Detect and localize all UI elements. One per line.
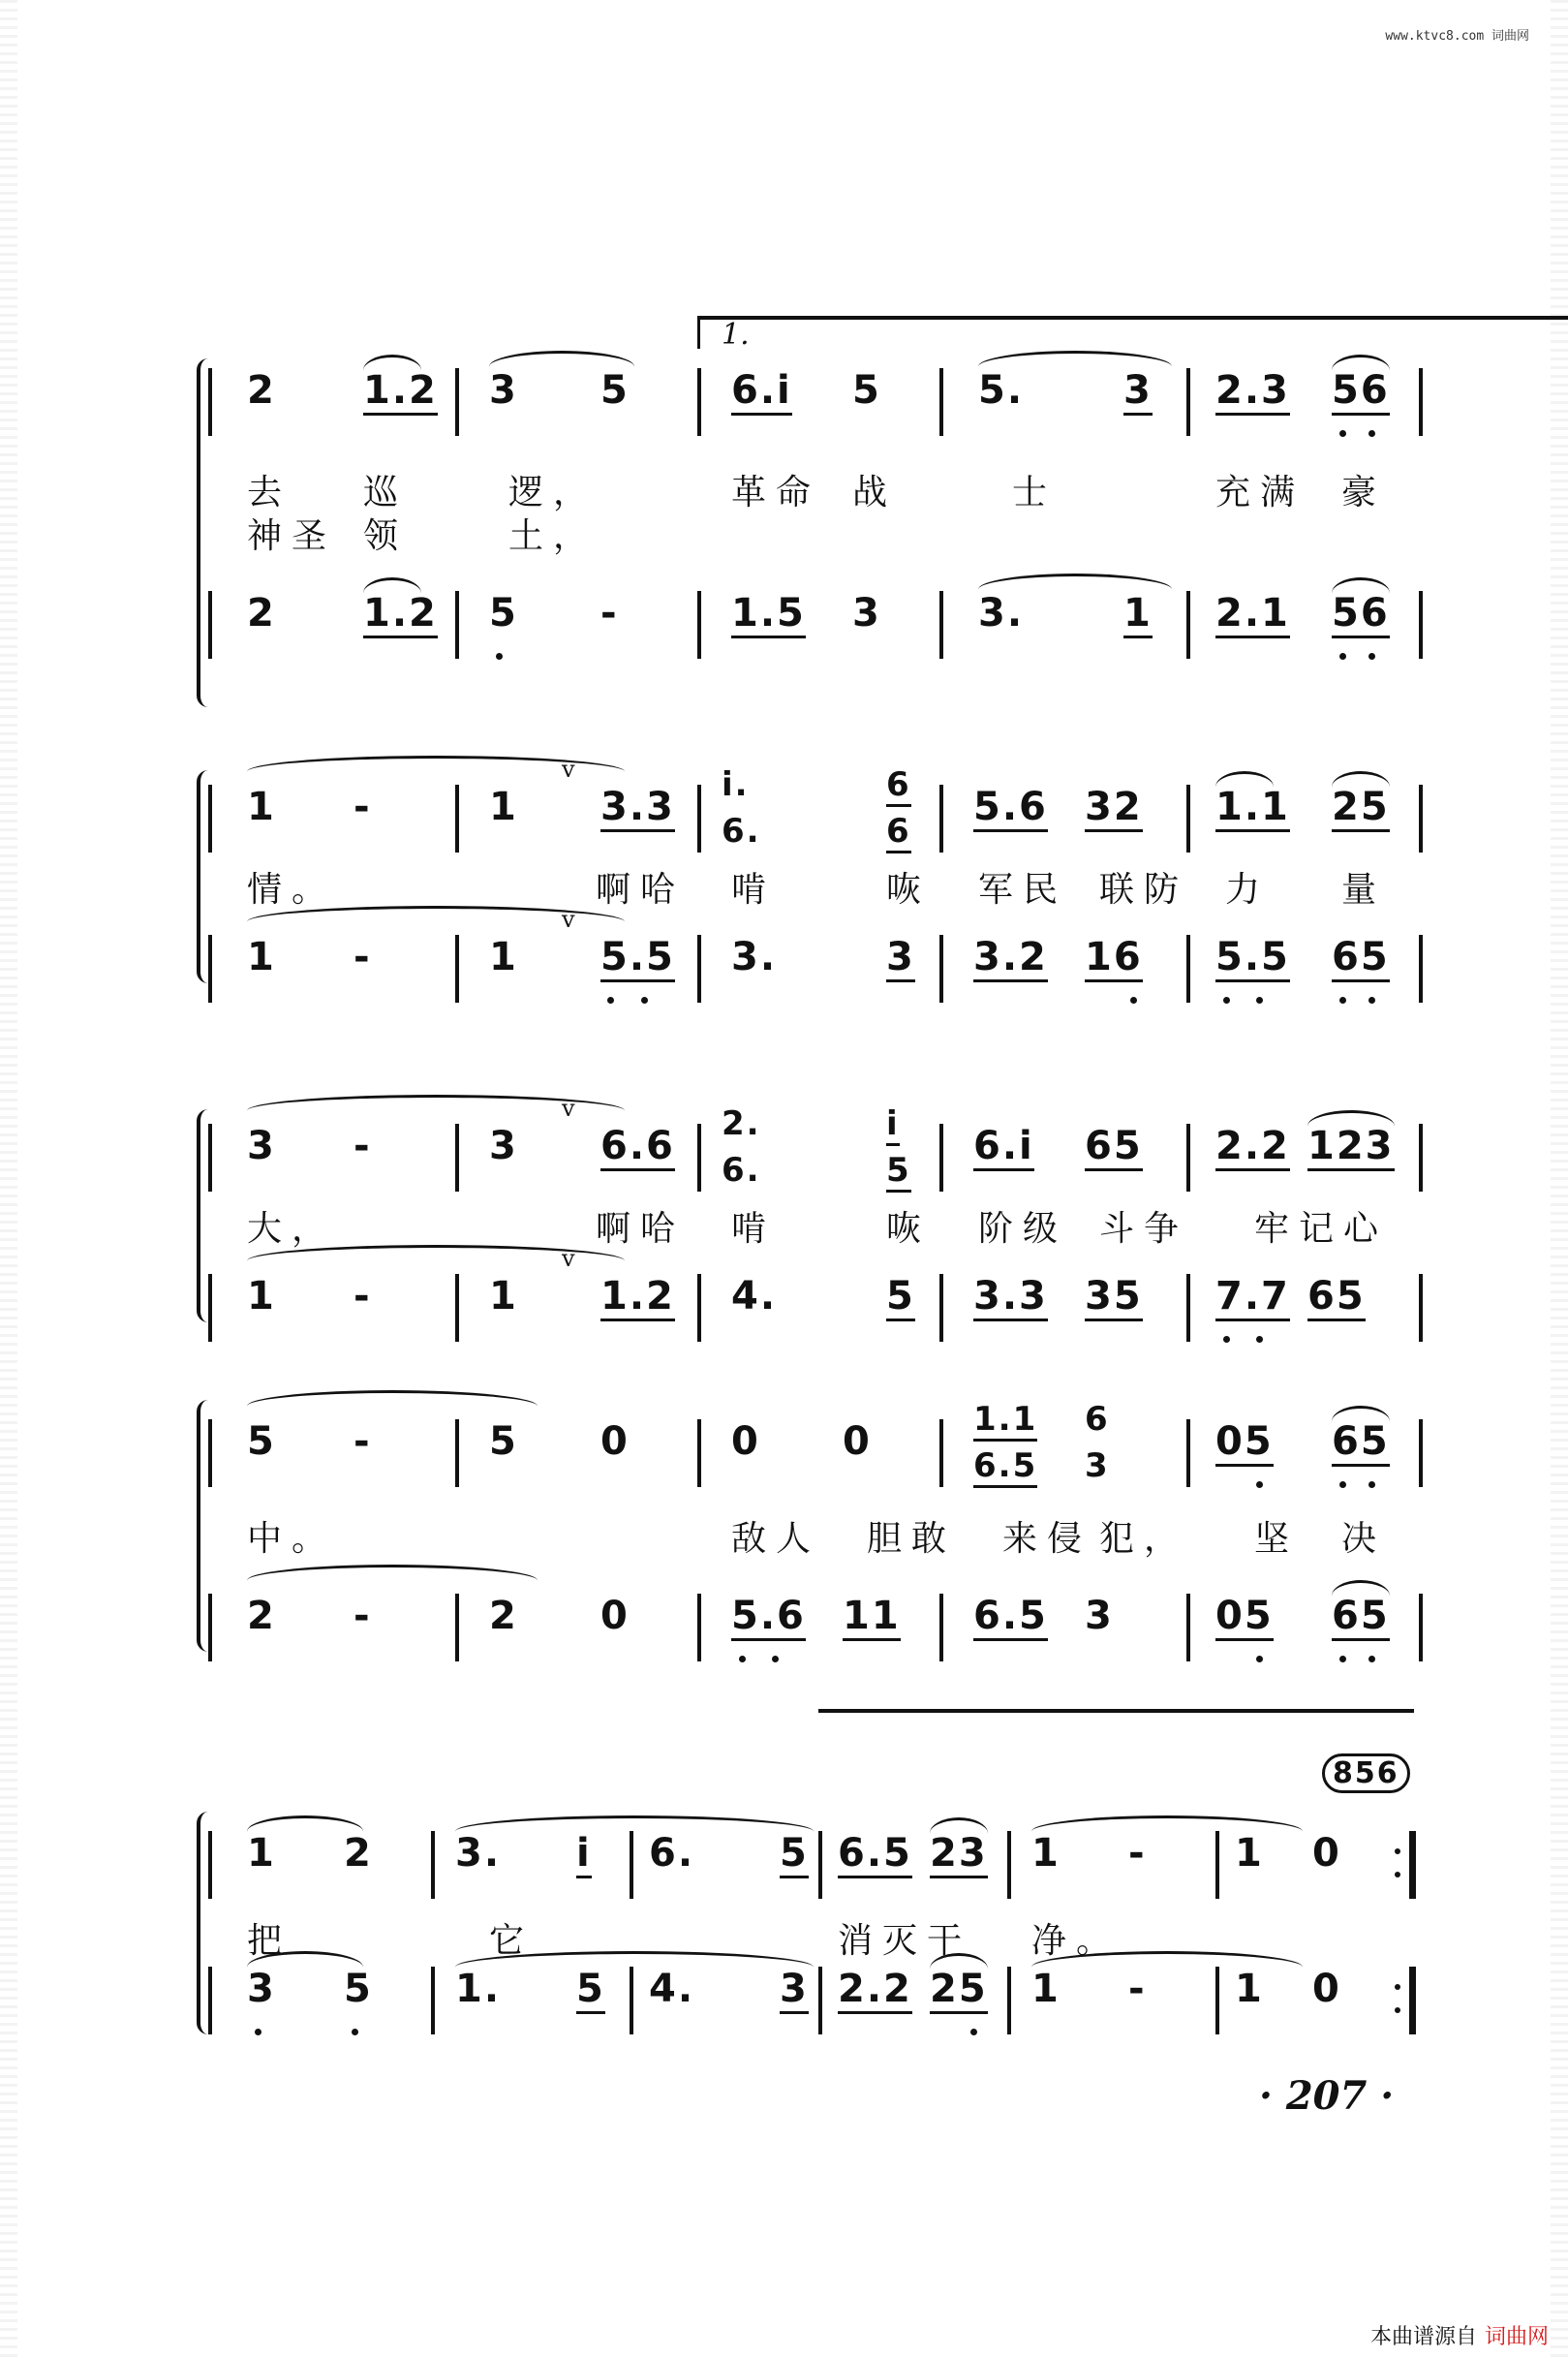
low-octave-dot	[1256, 997, 1263, 1004]
note: 65	[1332, 1594, 1390, 1641]
low-octave-dot	[1339, 430, 1346, 437]
lyric: 领	[363, 516, 409, 556]
note: -	[354, 935, 372, 979]
barline	[1419, 1419, 1423, 1487]
note: -	[354, 785, 372, 829]
barline	[939, 591, 943, 659]
upper-voice	[208, 1095, 1429, 1192]
note: 2.1	[1215, 591, 1290, 638]
note: 5.5	[600, 935, 675, 982]
barline	[455, 1594, 459, 1661]
note: 0	[1312, 1831, 1341, 1876]
low-octave-dot	[739, 1656, 746, 1662]
barline	[455, 1419, 459, 1487]
note: -	[354, 1419, 372, 1464]
lyric: 士	[1012, 473, 1058, 512]
repeat-dot	[1395, 1848, 1400, 1854]
barline	[455, 591, 459, 659]
lower-voice	[208, 1594, 1429, 1661]
upper-voice	[208, 368, 1429, 436]
note: 1	[489, 935, 518, 979]
lyric: 它	[489, 1921, 535, 1961]
note: 1	[1031, 1967, 1061, 2011]
lyric: 敌人	[731, 1519, 821, 1559]
footer-credit	[1370, 2320, 1549, 2350]
barline	[1186, 785, 1190, 853]
note: -	[354, 1594, 372, 1638]
low-octave-dot	[1368, 1656, 1375, 1662]
note: 0	[600, 1419, 630, 1464]
note: 2	[344, 1831, 373, 1876]
note: 0	[1312, 1967, 1341, 2011]
breath-mark: v	[562, 756, 585, 783]
note: 5.	[978, 368, 1025, 413]
barline	[697, 1594, 701, 1661]
low-octave-dot	[641, 997, 648, 1004]
barline	[939, 1594, 943, 1661]
note: 5	[344, 1967, 373, 2011]
lyric: 中。	[247, 1519, 337, 1559]
note: 6.6	[600, 1124, 675, 1171]
lyric: 巡	[363, 473, 409, 512]
note: 1.2	[600, 1274, 675, 1321]
note: 5	[780, 1831, 809, 1878]
lyric: 决	[1341, 1519, 1387, 1559]
low-octave-dot	[1368, 1481, 1375, 1488]
barline	[455, 935, 459, 1003]
note: 3	[780, 1967, 809, 2014]
lyric: 土，	[508, 516, 599, 556]
note: 23	[930, 1831, 988, 1878]
note: 1	[247, 785, 276, 829]
note: 3.	[455, 1831, 502, 1876]
note: 1	[489, 785, 518, 829]
low-octave-dot	[1368, 997, 1375, 1004]
note: 3	[1085, 1594, 1114, 1638]
barline	[1186, 1274, 1190, 1342]
breath-mark: v	[562, 906, 585, 933]
note: 2	[247, 368, 276, 413]
note: 2	[247, 1594, 276, 1638]
note: 3.	[978, 591, 1025, 636]
note: 6.5	[838, 1831, 912, 1878]
note: 3.	[731, 935, 778, 979]
right-margin-pattern	[1551, 0, 1568, 2358]
note: 1.2	[363, 591, 438, 638]
note: i.	[722, 765, 750, 804]
barline	[1186, 935, 1190, 1003]
barline	[1419, 591, 1423, 659]
note: 1.2	[363, 368, 438, 416]
note: 1	[1235, 1831, 1264, 1876]
note: 1	[1031, 1831, 1061, 1876]
page-number: · 207 ·	[1259, 2073, 1395, 2119]
barline	[630, 1831, 633, 1899]
note: 1.5	[731, 591, 806, 638]
lyric: 联防	[1099, 870, 1189, 910]
lyric: 战	[852, 473, 898, 512]
barline	[455, 785, 459, 853]
low-octave-dot	[496, 653, 503, 660]
note: 5	[886, 1274, 915, 1321]
lyric: 胆敢	[867, 1519, 957, 1559]
barline	[208, 785, 212, 853]
slur	[247, 1390, 538, 1422]
low-octave-dot	[607, 997, 614, 1004]
barline	[1419, 785, 1423, 853]
barline	[697, 1274, 701, 1342]
lyric: 把	[247, 1921, 292, 1961]
lower-voice	[208, 906, 1429, 1003]
end-repeat-barline	[1409, 1831, 1416, 1899]
lyric: 量	[1341, 870, 1387, 910]
note: 4.	[649, 1967, 695, 2011]
lyric: 牢记心	[1254, 1209, 1389, 1249]
upper-voice	[208, 1831, 1429, 1899]
low-octave-dot	[1339, 997, 1346, 1004]
lyric: 军民	[978, 870, 1068, 910]
note: 2.2	[1215, 1124, 1290, 1171]
note: 1.	[455, 1967, 502, 2011]
barline	[1186, 1124, 1190, 1192]
note: i	[886, 1104, 900, 1146]
note: 1	[247, 1831, 276, 1876]
barline	[1007, 1967, 1011, 2034]
lower-voice	[208, 1967, 1429, 2034]
note: 56	[1332, 591, 1390, 638]
barline	[1186, 368, 1190, 436]
note: 5	[852, 368, 881, 413]
barline	[208, 1967, 212, 2034]
barline	[1215, 1831, 1219, 1899]
upper-voice	[208, 756, 1429, 853]
note: 6	[886, 765, 911, 807]
note: 2.3	[1215, 368, 1290, 416]
lyric: 充满	[1215, 473, 1306, 512]
note: 6.	[722, 812, 761, 851]
note: -	[1128, 1967, 1147, 2011]
lyric: 阶级	[978, 1209, 1068, 1249]
barline	[1186, 1594, 1190, 1661]
note: 2	[247, 591, 276, 636]
barline	[208, 368, 212, 436]
barline	[208, 1831, 212, 1899]
left-margin-pattern	[0, 0, 17, 2358]
barline	[1419, 368, 1423, 436]
note: 25	[1332, 785, 1390, 832]
barline	[431, 1831, 435, 1899]
footer-credit-text: 本曲谱源自	[1369, 2325, 1477, 2349]
note: 6.i	[731, 368, 792, 416]
low-octave-dot	[1223, 1336, 1230, 1343]
note: 5	[247, 1419, 276, 1464]
lyric: 啊哈	[596, 870, 686, 910]
note: 1	[489, 1274, 518, 1319]
note: 3.3	[973, 1274, 1048, 1321]
barline	[1186, 1419, 1190, 1487]
barline	[455, 1274, 459, 1342]
lyric: 去	[247, 473, 292, 512]
volta-tick	[697, 316, 700, 349]
note: 2.	[722, 1104, 761, 1143]
breath-mark: v	[562, 1095, 585, 1122]
note: 65	[1085, 1124, 1143, 1171]
barline	[455, 368, 459, 436]
barline	[1419, 1124, 1423, 1192]
volta-line	[697, 316, 1568, 320]
note: 1.1	[973, 1400, 1037, 1442]
lyric: 逻，	[508, 473, 599, 512]
barline	[431, 1967, 435, 2034]
note: 1	[247, 935, 276, 979]
note: 05	[1215, 1594, 1274, 1641]
barline	[1419, 1594, 1423, 1661]
note: 3	[886, 935, 915, 982]
barline	[818, 1831, 822, 1899]
note: 6	[886, 812, 911, 853]
note: 6.	[722, 1151, 761, 1190]
note: 1.1	[1215, 785, 1290, 832]
lyric: 啃	[731, 870, 777, 910]
lyric: 犯，	[1099, 1519, 1189, 1559]
barline	[208, 1274, 212, 1342]
note: 5.5	[1215, 935, 1290, 982]
lyric: 斗争	[1099, 1209, 1189, 1249]
note: 5.6	[973, 785, 1048, 832]
lyric: 情。	[247, 870, 337, 910]
note: 6	[1085, 1400, 1110, 1439]
note: -	[1128, 1831, 1147, 1876]
note: 3	[1085, 1446, 1110, 1485]
footer-brand[interactable]: 词曲网	[1484, 2325, 1549, 2349]
note: 11	[843, 1594, 901, 1641]
low-octave-dot	[1368, 653, 1375, 660]
note: 3	[852, 591, 881, 636]
note: 5	[489, 1419, 518, 1464]
note: 0	[731, 1419, 760, 1464]
lower-voice	[208, 591, 1429, 659]
slur	[455, 1951, 814, 1983]
barline	[939, 1419, 943, 1487]
note: 6.5	[973, 1446, 1037, 1488]
lyric: 大，	[247, 1209, 337, 1249]
slur	[455, 1815, 814, 1847]
lyric: 力	[1225, 870, 1271, 910]
note: 3	[1123, 368, 1153, 416]
barline	[630, 1967, 633, 2034]
note: 5	[886, 1151, 911, 1193]
barline	[697, 591, 701, 659]
note: 1	[1235, 1967, 1264, 2011]
barline	[208, 1419, 212, 1487]
low-octave-dot	[1256, 1656, 1263, 1662]
barline	[208, 1124, 212, 1192]
lower-voice	[208, 1245, 1429, 1342]
note: -	[354, 1124, 372, 1168]
lyric: 消灭干	[838, 1921, 972, 1961]
repeat-dot	[1395, 1984, 1400, 1990]
lyric: 来侵	[1002, 1519, 1092, 1559]
volta-label: 1.	[722, 318, 750, 352]
note: 123	[1307, 1124, 1395, 1171]
note: 32	[1085, 785, 1143, 832]
lyric: 坚	[1254, 1519, 1300, 1559]
note: 3	[489, 1124, 518, 1168]
note: 5	[600, 368, 630, 413]
note: 0	[600, 1594, 630, 1638]
barline	[939, 785, 943, 853]
breath-mark: v	[562, 1245, 585, 1272]
low-octave-dot	[1368, 430, 1375, 437]
note: 65	[1332, 1419, 1390, 1467]
note: 25	[930, 1967, 988, 2014]
note: 1	[1123, 591, 1153, 638]
slur	[247, 1565, 538, 1597]
note: 16	[1085, 935, 1143, 982]
barline	[939, 935, 943, 1003]
lyric: 咴	[886, 1209, 932, 1249]
end-repeat-barline	[1409, 1967, 1416, 2034]
lyric: 净。	[1031, 1921, 1122, 1961]
low-octave-dot	[352, 2029, 358, 2035]
barline	[455, 1124, 459, 1192]
note: 3.3	[600, 785, 675, 832]
note: -	[354, 1274, 372, 1319]
note: -	[600, 591, 619, 636]
note: 3	[247, 1967, 276, 2011]
note: 65	[1307, 1274, 1366, 1321]
note: 05	[1215, 1419, 1274, 1467]
low-octave-dot	[255, 2029, 261, 2035]
note: i	[576, 1831, 592, 1878]
low-octave-dot	[772, 1656, 779, 1662]
note: 6.5	[973, 1594, 1048, 1641]
source-header: www.ktvc8.com 词曲网	[1385, 29, 1529, 44]
note: 5.6	[731, 1594, 806, 1641]
barline	[939, 1274, 943, 1342]
barline	[939, 1124, 943, 1192]
lyric: 豪	[1341, 473, 1387, 512]
barline	[1419, 1274, 1423, 1342]
low-octave-dot	[1339, 1656, 1346, 1662]
low-octave-dot	[1339, 1481, 1346, 1488]
note: 3.2	[973, 935, 1048, 982]
barline	[697, 1124, 701, 1192]
lyric: 革命	[731, 473, 821, 512]
low-octave-dot	[1223, 997, 1230, 1004]
barline	[208, 935, 212, 1003]
barline	[1007, 1831, 1011, 1899]
note: 35	[1085, 1274, 1143, 1321]
note: 5	[576, 1967, 605, 2014]
note: 4.	[731, 1274, 778, 1319]
low-octave-dot	[1130, 997, 1137, 1004]
low-octave-dot	[1339, 653, 1346, 660]
barline	[1186, 591, 1190, 659]
barline	[208, 1594, 212, 1661]
barline	[697, 1419, 701, 1487]
barline	[1419, 935, 1423, 1003]
low-octave-dot	[970, 2029, 977, 2035]
barline	[697, 785, 701, 853]
volta-line	[818, 1709, 1414, 1713]
note: 7.7	[1215, 1274, 1290, 1321]
barline	[1215, 1967, 1219, 2034]
lyric: 咴	[886, 870, 932, 910]
note: 2.2	[838, 1967, 912, 2014]
barline	[697, 935, 701, 1003]
note: 1	[247, 1274, 276, 1319]
low-octave-dot	[1256, 1481, 1263, 1488]
barline	[208, 591, 212, 659]
repeat-dot	[1395, 2007, 1400, 2013]
cue-number: 856	[1322, 1753, 1410, 1793]
barline	[697, 368, 701, 436]
note: 56	[1332, 368, 1390, 416]
note: 3	[247, 1124, 276, 1168]
note: 2	[489, 1594, 518, 1638]
barline	[818, 1967, 822, 2034]
barline	[939, 368, 943, 436]
note: 65	[1332, 935, 1390, 982]
lyric: 啃	[731, 1209, 777, 1249]
note: 6.i	[973, 1124, 1034, 1171]
note: 6.	[649, 1831, 695, 1876]
repeat-dot	[1395, 1872, 1400, 1877]
note: 3	[489, 368, 518, 413]
note: 0	[843, 1419, 872, 1464]
note: 5	[489, 591, 518, 636]
upper-voice	[208, 1400, 1429, 1487]
lyric: 神圣	[247, 516, 337, 556]
low-octave-dot	[1256, 1336, 1263, 1343]
lyric: 啊哈	[596, 1209, 686, 1249]
